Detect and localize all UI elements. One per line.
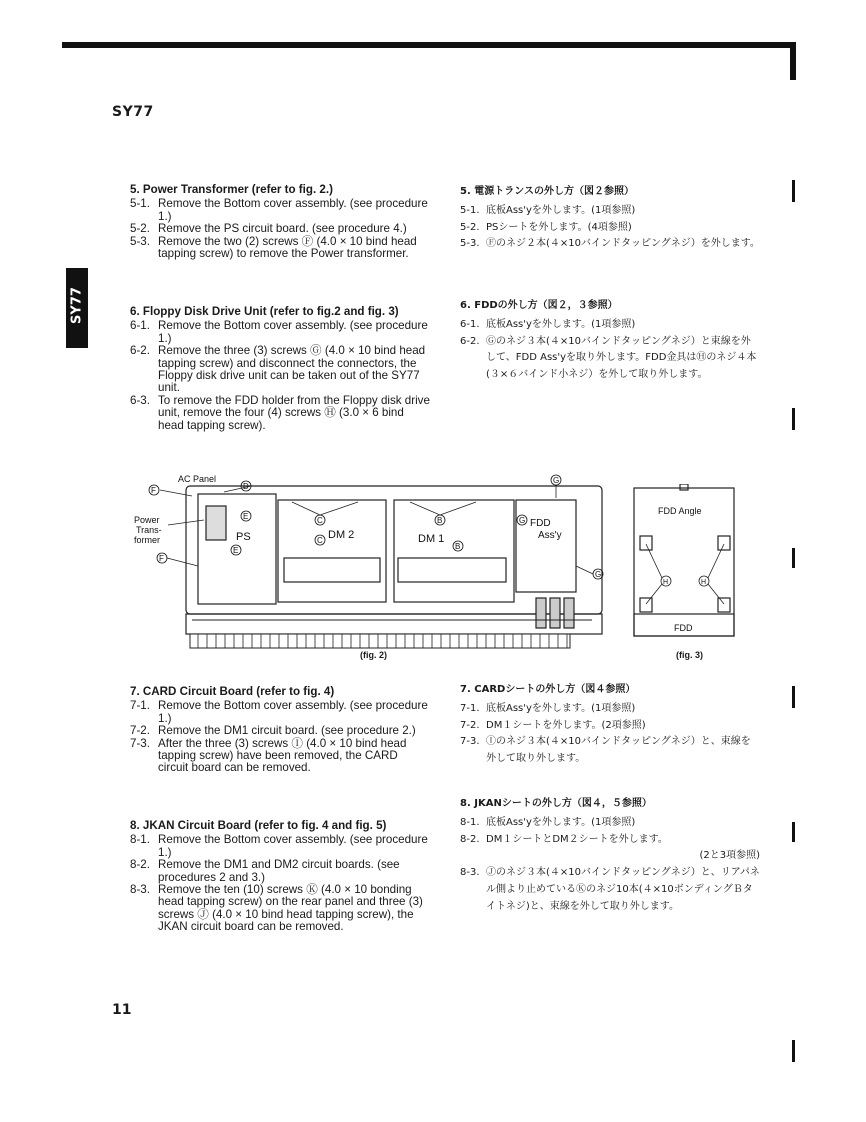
step (460, 865, 760, 915)
label-power: Power (134, 515, 160, 525)
step-text: Remove the two (2) screws Ⓕ (4.0 × 10 bind head tapping screw) to remove the Power transformer. (158, 234, 417, 261)
connector-strip (284, 558, 380, 582)
step-text: DM１シートとDM２シートを外します。 (486, 833, 668, 845)
margin-mark (792, 408, 795, 430)
top-rule (62, 42, 796, 48)
callout-label: H (701, 579, 707, 586)
jack (550, 598, 560, 628)
section-title: 8. JKAN Circuit Board (refer to fig. 4 and fig. 5) (130, 819, 387, 832)
step-text: Remove the Bottom cover assembly. (see procedure 1.) (158, 833, 428, 859)
label-power: former (134, 535, 161, 545)
connector-strip (398, 558, 506, 582)
dm2-board (278, 500, 386, 602)
step-number: 5-3. (460, 238, 480, 250)
callout-label: F (159, 554, 164, 563)
step-text: Remove the DM1 circuit board. (see procedure 2.) (158, 724, 416, 738)
label-fdd: FDD (530, 518, 551, 529)
label-dm1: DM 1 (418, 533, 445, 545)
bracket (640, 598, 652, 612)
step-text: DM１シートを外します。(2項参照) (486, 719, 646, 731)
step-number: 5-1. (460, 204, 480, 216)
step (460, 734, 760, 768)
section-title: 5. Power Transformer (refer to fig. 2.) (130, 183, 333, 196)
section-7-jp (460, 682, 760, 768)
side-tab-label: SY77 (69, 287, 85, 324)
step-text: After the three (3) screws Ⓘ (4.0 × 10 bind head tapping screw) have been removed, the CARD circuit board can be removed. (158, 736, 407, 775)
step-number: 7-1. (460, 702, 480, 714)
step-number: 6-2. (130, 344, 150, 358)
step-number: 8-3. (460, 867, 480, 879)
step-text: 底板Ass'yを外します。(1項参照) (486, 204, 636, 216)
fdd-unit (516, 500, 576, 592)
figure-2-diagram (132, 470, 612, 662)
step (460, 236, 760, 253)
step-number: 7-2. (130, 724, 150, 738)
step-number: 6-3. (130, 393, 150, 407)
section-title: 8. JKANシートの外し方（図４，５参照） (460, 798, 652, 809)
step-number: 6-1. (130, 319, 150, 333)
figure-2-caption: (fig. 2) (360, 650, 387, 660)
step-number: 7-3. (130, 736, 150, 750)
callout-label: G (519, 516, 526, 525)
section-title: 6. FDDの外し方（図２，３参照） (460, 300, 618, 311)
section-title: 7. CARD Circuit Board (refer to fig. 4) (130, 685, 335, 698)
bracket (718, 598, 730, 612)
margin-mark (792, 686, 795, 708)
step-text: 底板Ass'yを外します。(1項参照) (486, 318, 636, 330)
callout-label: B (455, 542, 461, 551)
section-8-en (130, 820, 430, 934)
step (130, 198, 430, 223)
jack (536, 598, 546, 628)
step (130, 345, 430, 395)
step-text: PSシートを外します。(4項参照) (486, 221, 632, 233)
margin-mark (792, 548, 795, 568)
step (130, 700, 430, 725)
step-text: Remove the Bottom cover assembly. (see procedure 1.) (158, 197, 428, 223)
step (460, 701, 760, 718)
step-text: Ⓖのネジ３本(４×10バインドタッピングネジ）と束線を外して、FDD Ass'yを取り外します。FDD金具はⒽのネジ４本(３×６バインド小ネジ）を外して取り外します。 (486, 335, 757, 381)
label-fdd: FDD (674, 623, 693, 633)
section-title: 5. 電源トランスの外し方（図２参照） (460, 186, 634, 197)
step (130, 395, 430, 432)
callout-label: G (553, 476, 560, 485)
step (130, 236, 430, 261)
step-number: 5-1. (130, 197, 150, 211)
section-7-en (130, 686, 430, 775)
step-text: Remove the PS circuit board. (see procedure 4.) (158, 222, 407, 236)
step-text: Remove the ten (10) screws Ⓚ (4.0 × 10 bonding head tapping screw) on the rear panel and three (3) screws Ⓙ (4.0 × 10 bind head tapping screw), the JKAN circuit board can be removed. (158, 883, 423, 934)
step (130, 834, 430, 859)
dm1-board (394, 500, 514, 602)
figure-3-caption: (fig. 3) (676, 650, 703, 660)
callout-label: F (151, 486, 156, 495)
step (460, 815, 760, 832)
label-fdd: Ass'y (538, 530, 562, 541)
label-ac-panel: AC Panel (178, 474, 217, 484)
section-8-jp (460, 796, 760, 916)
step (460, 718, 760, 735)
step-text: Ⓙのネジ３本(４×10バインドタッピングネジ）と、リアパネル側より止めているⓀのネジ10本(４×10ボンディングＢタイトネジ)と、束線を外して取り外します。 (486, 867, 760, 912)
step-number: 7-1. (130, 699, 150, 713)
step-text: To remove the FDD holder from the Floppy disk drive unit, remove the four (4) screws Ⓗ (3.0 × 6 bind head tapping screw). (158, 393, 430, 432)
label-fdd-angle: FDD Angle (658, 506, 702, 516)
page-number: 11 (112, 1002, 132, 1018)
callout-label: B (437, 516, 443, 525)
step-number: 5-2. (130, 222, 150, 236)
step-number: 6-1. (460, 318, 480, 330)
step-number: 5-3. (130, 234, 150, 248)
tab (680, 484, 688, 490)
step-number: 8-3. (130, 883, 150, 897)
step-text: Ⓘのネジ３本(４×10バインドタッピングネジ）と、束線を外して取り外します。 (486, 736, 751, 765)
step (460, 317, 760, 334)
step-text: Remove the Bottom cover assembly. (see procedure 1.) (158, 699, 428, 725)
callout-label: C (317, 536, 323, 545)
step (460, 220, 760, 237)
label-power: Trans- (136, 525, 162, 535)
bracket (640, 536, 652, 550)
step-text: 底板Ass'yを外します。(1項参照) (486, 702, 636, 714)
step-number: 5-2. (460, 221, 480, 233)
step-number: 7-3. (460, 736, 480, 748)
section-6-jp (460, 298, 760, 384)
step (130, 738, 430, 775)
side-tab (66, 268, 88, 348)
section-6-en (130, 306, 430, 432)
section-title: 7. CARDシートの外し方（図４参照） (460, 684, 636, 695)
step-number: 6-2. (460, 335, 480, 347)
step-text: Remove the three (3) screws Ⓖ (4.0 × 10 bind head tapping screw) and disconnect the connectors, the Floppy disk drive unit can be taken out of the SY77 unit. (158, 344, 426, 395)
section-5-jp (460, 184, 760, 253)
callout-label: E (243, 512, 249, 521)
step (460, 832, 760, 849)
callout-label: C (317, 516, 323, 525)
label-dm2: DM 2 (328, 529, 355, 541)
margin-mark (792, 180, 795, 202)
step-text: Remove the DM1 and DM2 circuit boards. (see procedures 2 and 3.) (158, 858, 400, 884)
step (130, 320, 430, 345)
section-5-en (130, 184, 430, 260)
step-text: 底板Ass'yを外します。(1項参照) (486, 816, 636, 828)
corner-rule (790, 48, 796, 80)
step-text: Ⓕのネジ２本(４×10バインドタッピングネジ）を外します。 (486, 238, 760, 250)
step-text: Remove the Bottom cover assembly. (see procedure 1.) (158, 319, 428, 345)
transformer (206, 506, 226, 540)
callout-label: G (595, 570, 602, 579)
model-header: SY77 (112, 104, 154, 120)
label-ps: PS (236, 531, 251, 543)
margin-mark (792, 1040, 795, 1062)
step-number: 8-1. (130, 833, 150, 847)
reference-note: (2と3項参照) (699, 850, 760, 862)
callout-label: H (663, 579, 669, 586)
step-number: 8-1. (460, 816, 480, 828)
jack (564, 598, 574, 628)
step (130, 859, 430, 884)
margin-mark (792, 822, 795, 842)
step-number: 7-2. (460, 719, 480, 731)
step-number: 8-2. (130, 858, 150, 872)
section-title: 6. Floppy Disk Drive Unit (refer to fig.2 and fig. 3) (130, 305, 399, 318)
callout-label: E (233, 546, 239, 555)
figure-3-diagram (618, 484, 748, 644)
step (460, 203, 760, 220)
step-number: 8-2. (460, 833, 480, 845)
callout-label: D (243, 482, 249, 491)
bracket (718, 536, 730, 550)
step (130, 884, 430, 934)
step (460, 334, 760, 384)
